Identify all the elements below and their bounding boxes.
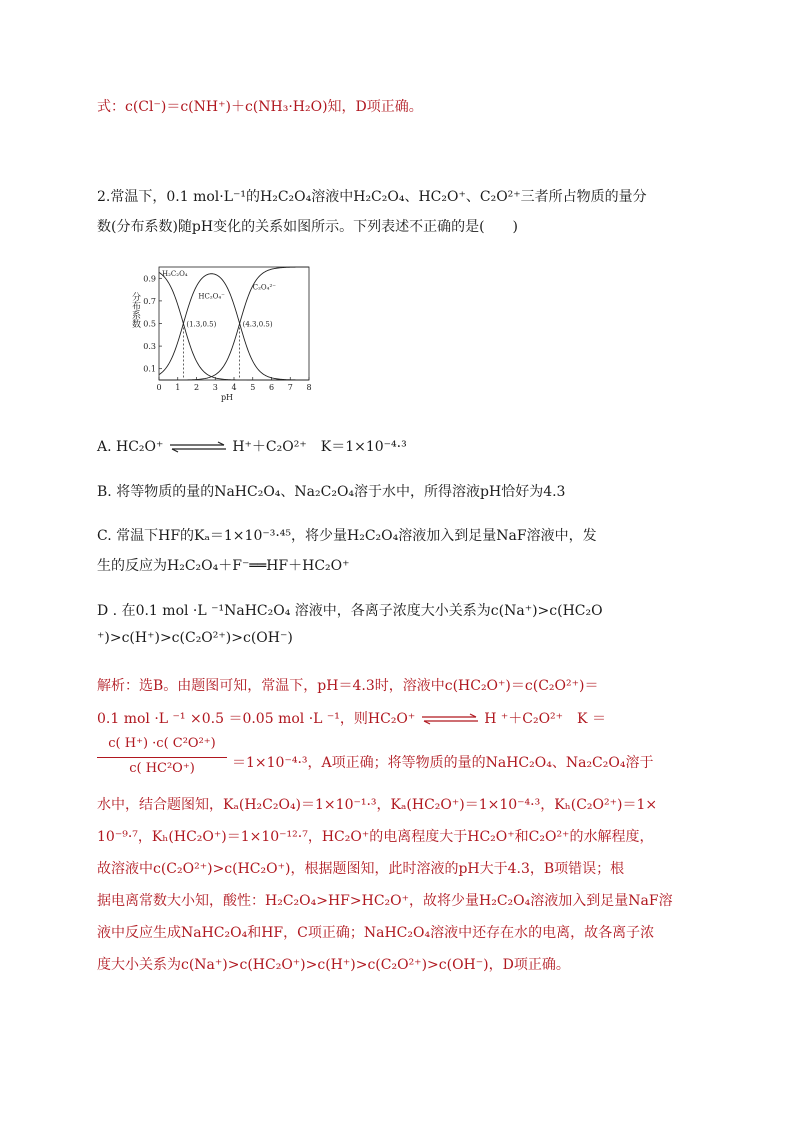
analysis-line2-left: 0.1 mol ·L ⁻¹ ×0.5 ＝0.05 mol ·L ⁻¹，则HC₂O⁺ [97, 711, 416, 727]
analysis-line4: 水中，结合题图知，Kₐ(H₂C₂O₄)＝1×10⁻¹·³，Kₐ(HC₂O⁺)＝1×10⁻⁴·³，Kₕ(C₂O²⁺)＝1× [97, 797, 658, 813]
series-label-c2o4: C₂O₄²⁻ [252, 283, 276, 292]
x-axis-label: pH [220, 393, 234, 402]
equilibrium-arrow-icon [420, 713, 480, 725]
y-tick-label: 0.9 [143, 274, 156, 284]
series-hc2o4-curve [159, 274, 309, 380]
equilibrium-arrow-icon [168, 441, 228, 453]
fraction-denominator: c( HC²O⁺) [129, 761, 195, 776]
previous-answer-fragment: 式：c(Cl⁻)＝c(NH⁺)＋c(NH₃·H₂O)知，D项正确。 [97, 99, 423, 115]
x-tick-label: 2 [193, 383, 200, 392]
y-tick-label: 0.3 [143, 342, 156, 352]
y-tick-label: 0.1 [143, 364, 156, 374]
equilibrium-constant-fraction [97, 736, 227, 780]
analysis-line1: 解析：选B。由题图可知，常温下，pH＝4.3时，溶液中c(HC₂O⁺)＝c(C₂O²⁺)＝ [97, 678, 599, 694]
option-a-left: A. HC₂O⁺ [97, 439, 164, 455]
fraction-numerator: c( H⁺) ·c( C²O²⁺) [108, 736, 216, 751]
option-d-line1: D . 在0.1 mol ·L ⁻¹NaHC₂O₄ 溶液中，各离子浓度大小关系为c(Na⁺)>c(HC₂O [97, 603, 603, 619]
series-label-h2c2o4: H₂C₂O₄ [162, 270, 188, 278]
y-tick-label: 0.7 [143, 296, 156, 306]
x-tick-label: 4 [231, 383, 237, 392]
option-a [97, 436, 707, 456]
question-stem-line1: 2.常温下，0.1 mol·L⁻¹的H₂C₂O₄溶液中H₂C₂O₄、HC₂O⁺、C₂O²⁺三者所占物质的量分 [97, 189, 647, 205]
analysis-line3: ＝1×10⁻⁴·³，A项正确；将等物质的量的NaHC₂O₄、Na₂C₂O₄溶于 [232, 755, 654, 771]
x-tick-label: 5 [250, 383, 256, 392]
option-c-line2: 生的反应为H₂C₂O₄＋F⁻══HF＋HC₂O⁺ [97, 558, 350, 574]
analysis-line9: 度大小关系为c(Na⁺)>c(HC₂O⁺)>c(H⁺)>c(C₂O²⁺)>c(OH⁻)，D项正确。 [97, 957, 570, 973]
point-annotation: (1.3,0.5) [186, 320, 217, 329]
option-a-right: H⁺＋C₂O²⁺ K＝1×10⁻⁴·³ [232, 439, 407, 455]
analysis-line2 [97, 708, 707, 728]
y-tick-label: 0.5 [143, 319, 156, 329]
analysis-line7: 据电离常数大小知，酸性：H₂C₂O₄>HF>HC₂O⁺，故将少量H₂C₂O₄溶液加入到足量NaF溶 [97, 893, 673, 909]
x-tick-label: 7 [287, 383, 293, 392]
x-tick-label: 1 [175, 383, 181, 392]
point-annotation: (4.3,0.5) [242, 320, 273, 329]
series-h2c2o4-curve [159, 272, 309, 380]
series-c2o4-curve [159, 267, 309, 380]
fraction-bar [97, 757, 227, 758]
distribution-chart [127, 262, 317, 402]
option-b: B. 将等物质的量的NaHC₂O₄、Na₂C₂O₄溶于水中，所得溶液pH恰好为4.3 [97, 484, 566, 500]
plot-frame [159, 267, 309, 380]
x-tick-label: 3 [212, 383, 218, 392]
x-tick-label: 8 [306, 383, 312, 392]
option-d-line2: ⁺)>c(H⁺)>c(C₂O²⁺)>c(OH⁻) [97, 630, 293, 646]
question-stem-line2: 数(分布系数)随pH变化的关系如图所示。下列表述不正确的是( ) [97, 219, 519, 235]
option-c-line1: C. 常温下HF的Kₐ＝1×10⁻³·⁴⁵，将少量H₂C₂O₄溶液加入到足量NaF溶液中，发 [97, 528, 597, 544]
analysis-line5: 10⁻⁹·⁷，Kₕ(HC₂O⁺)＝1×10⁻¹²·⁷，HC₂O⁺的电离程度大于HC₂O⁺和C₂O²⁺的水解程度， [97, 829, 654, 845]
analysis-line2-right: H ⁺＋C₂O²⁺ K ＝ [484, 711, 606, 727]
analysis-line6: 故溶液中c(C₂O²⁺)>c(HC₂O⁺)，根据题图知，此时溶液的pH大于4.3，B项错误；根 [97, 861, 625, 877]
series-label-hc2o4: HC₂O₄⁻ [198, 292, 225, 301]
x-tick-label: 6 [268, 383, 275, 392]
y-axis-label: 分布系数 [130, 292, 140, 328]
analysis-line8: 液中反应生成NaHC₂O₄和HF，C项正确；NaHC₂O₄溶液中还存在水的电离，故各离子浓 [97, 925, 655, 941]
x-tick-label: 0 [156, 383, 162, 392]
